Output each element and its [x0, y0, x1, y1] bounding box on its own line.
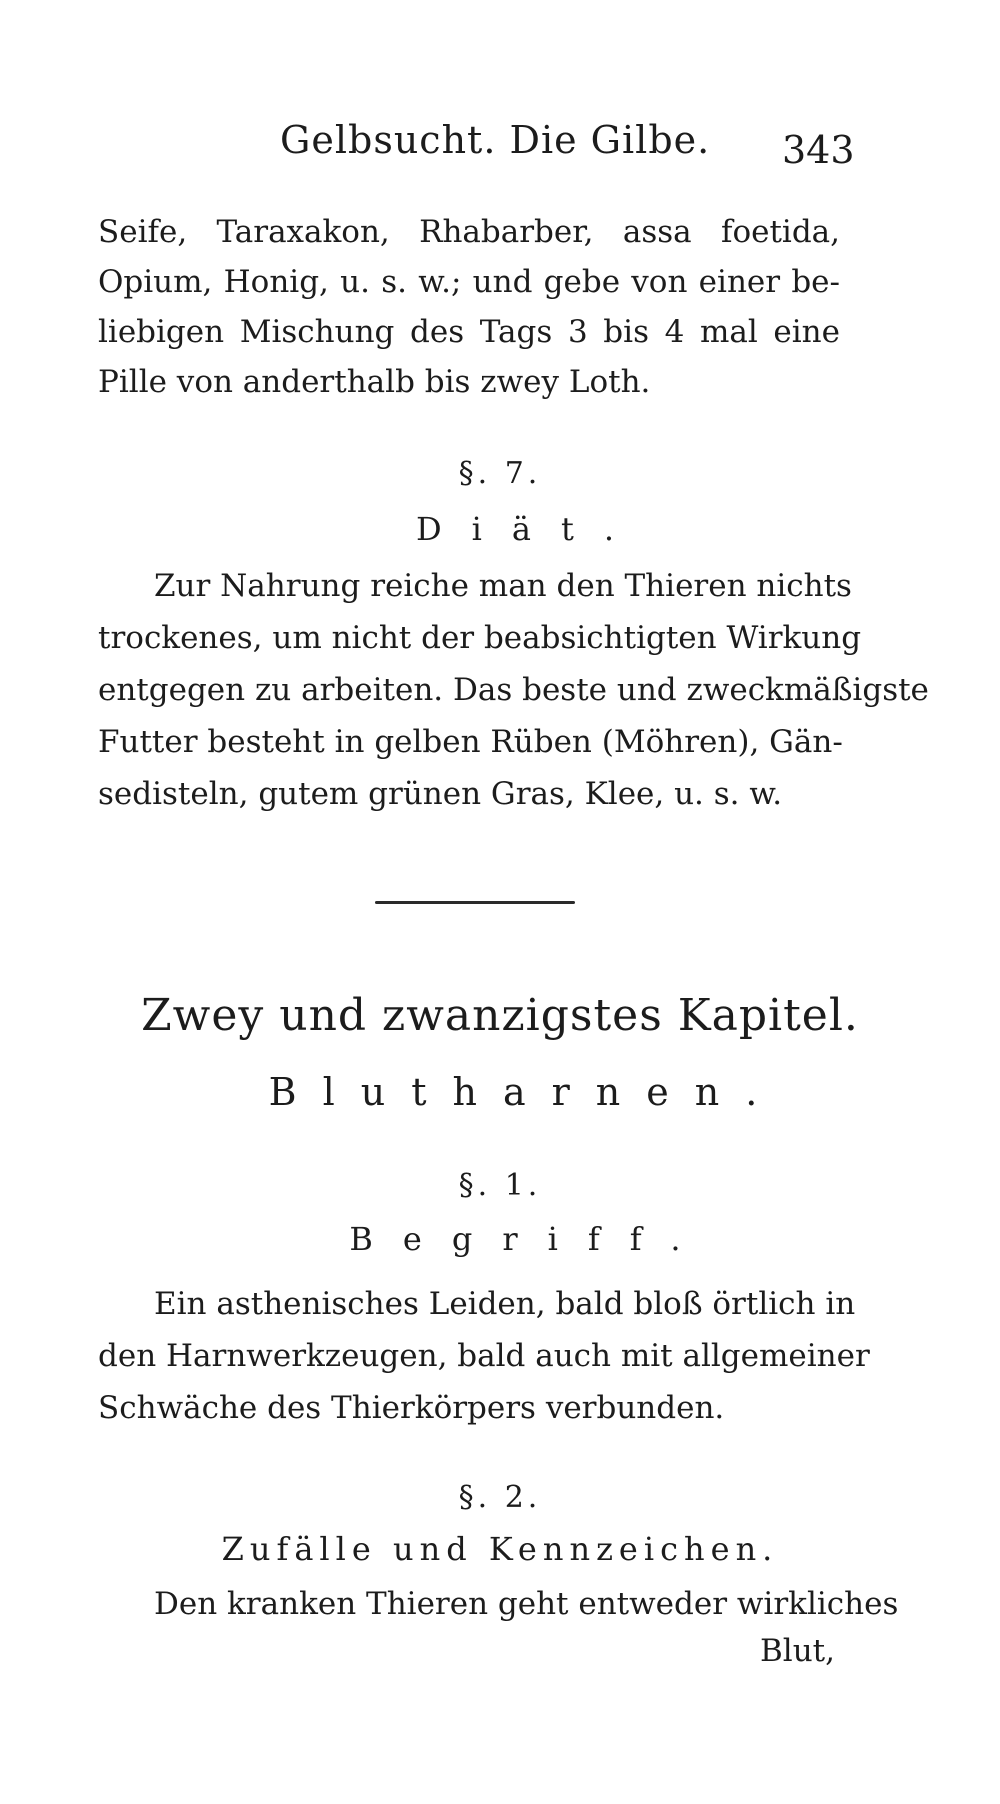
section-heading: Begriff. [349, 1220, 711, 1258]
text-line: sedisteln, gutem grünen Gras, Klee, u. s. w. [98, 776, 783, 812]
section-heading: Diät. [416, 510, 644, 548]
text-line: Seife, Taraxakon, Rhabarber, assa foetida, [98, 214, 840, 250]
text-line: Den kranken Thieren geht entweder wirkliches [154, 1586, 899, 1622]
text-line: den Harnwerkzeugen, bald auch mit allgemeiner [98, 1338, 870, 1374]
section-mark: §. 2. [458, 1480, 542, 1515]
text-line: trockenes, um nicht der beabsichtigten Wirkung [98, 620, 862, 656]
text-line: Schwäche des Thierkörpers verbunden. [98, 1390, 725, 1426]
chapter-subtitle: Blutharnen. [268, 1070, 784, 1114]
text-line: Pille von anderthalb bis zwey Loth. [98, 364, 651, 400]
section-mark: §. 7. [458, 456, 542, 491]
text-line: Opium, Honig, u. s. w.; und gebe von einer be- [98, 264, 840, 300]
chapter-divider [375, 901, 575, 904]
catchword: Blut, [760, 1633, 835, 1669]
text-line: liebigen Mischung des Tags 3 bis 4 mal eine [98, 314, 840, 350]
chapter-title: Zwey und zwanzigstes Kapitel. [141, 990, 859, 1041]
section-mark: §. 1. [458, 1168, 542, 1203]
text-line: entgegen zu arbeiten. Das beste und zweckmäßigste [98, 672, 929, 708]
section-heading: Zufälle und Kennzeichen. [221, 1530, 779, 1568]
text-line: Ein asthenisches Leiden, bald bloß örtlich in [154, 1286, 856, 1322]
running-title: Gelbsucht. Die Gilbe. [280, 118, 711, 162]
text-line: Zur Nahrung reiche man den Thieren nichts [154, 568, 852, 604]
text-line: Futter besteht in gelben Rüben (Möhren), Gän- [98, 724, 843, 760]
page-number: 343 [782, 128, 855, 172]
